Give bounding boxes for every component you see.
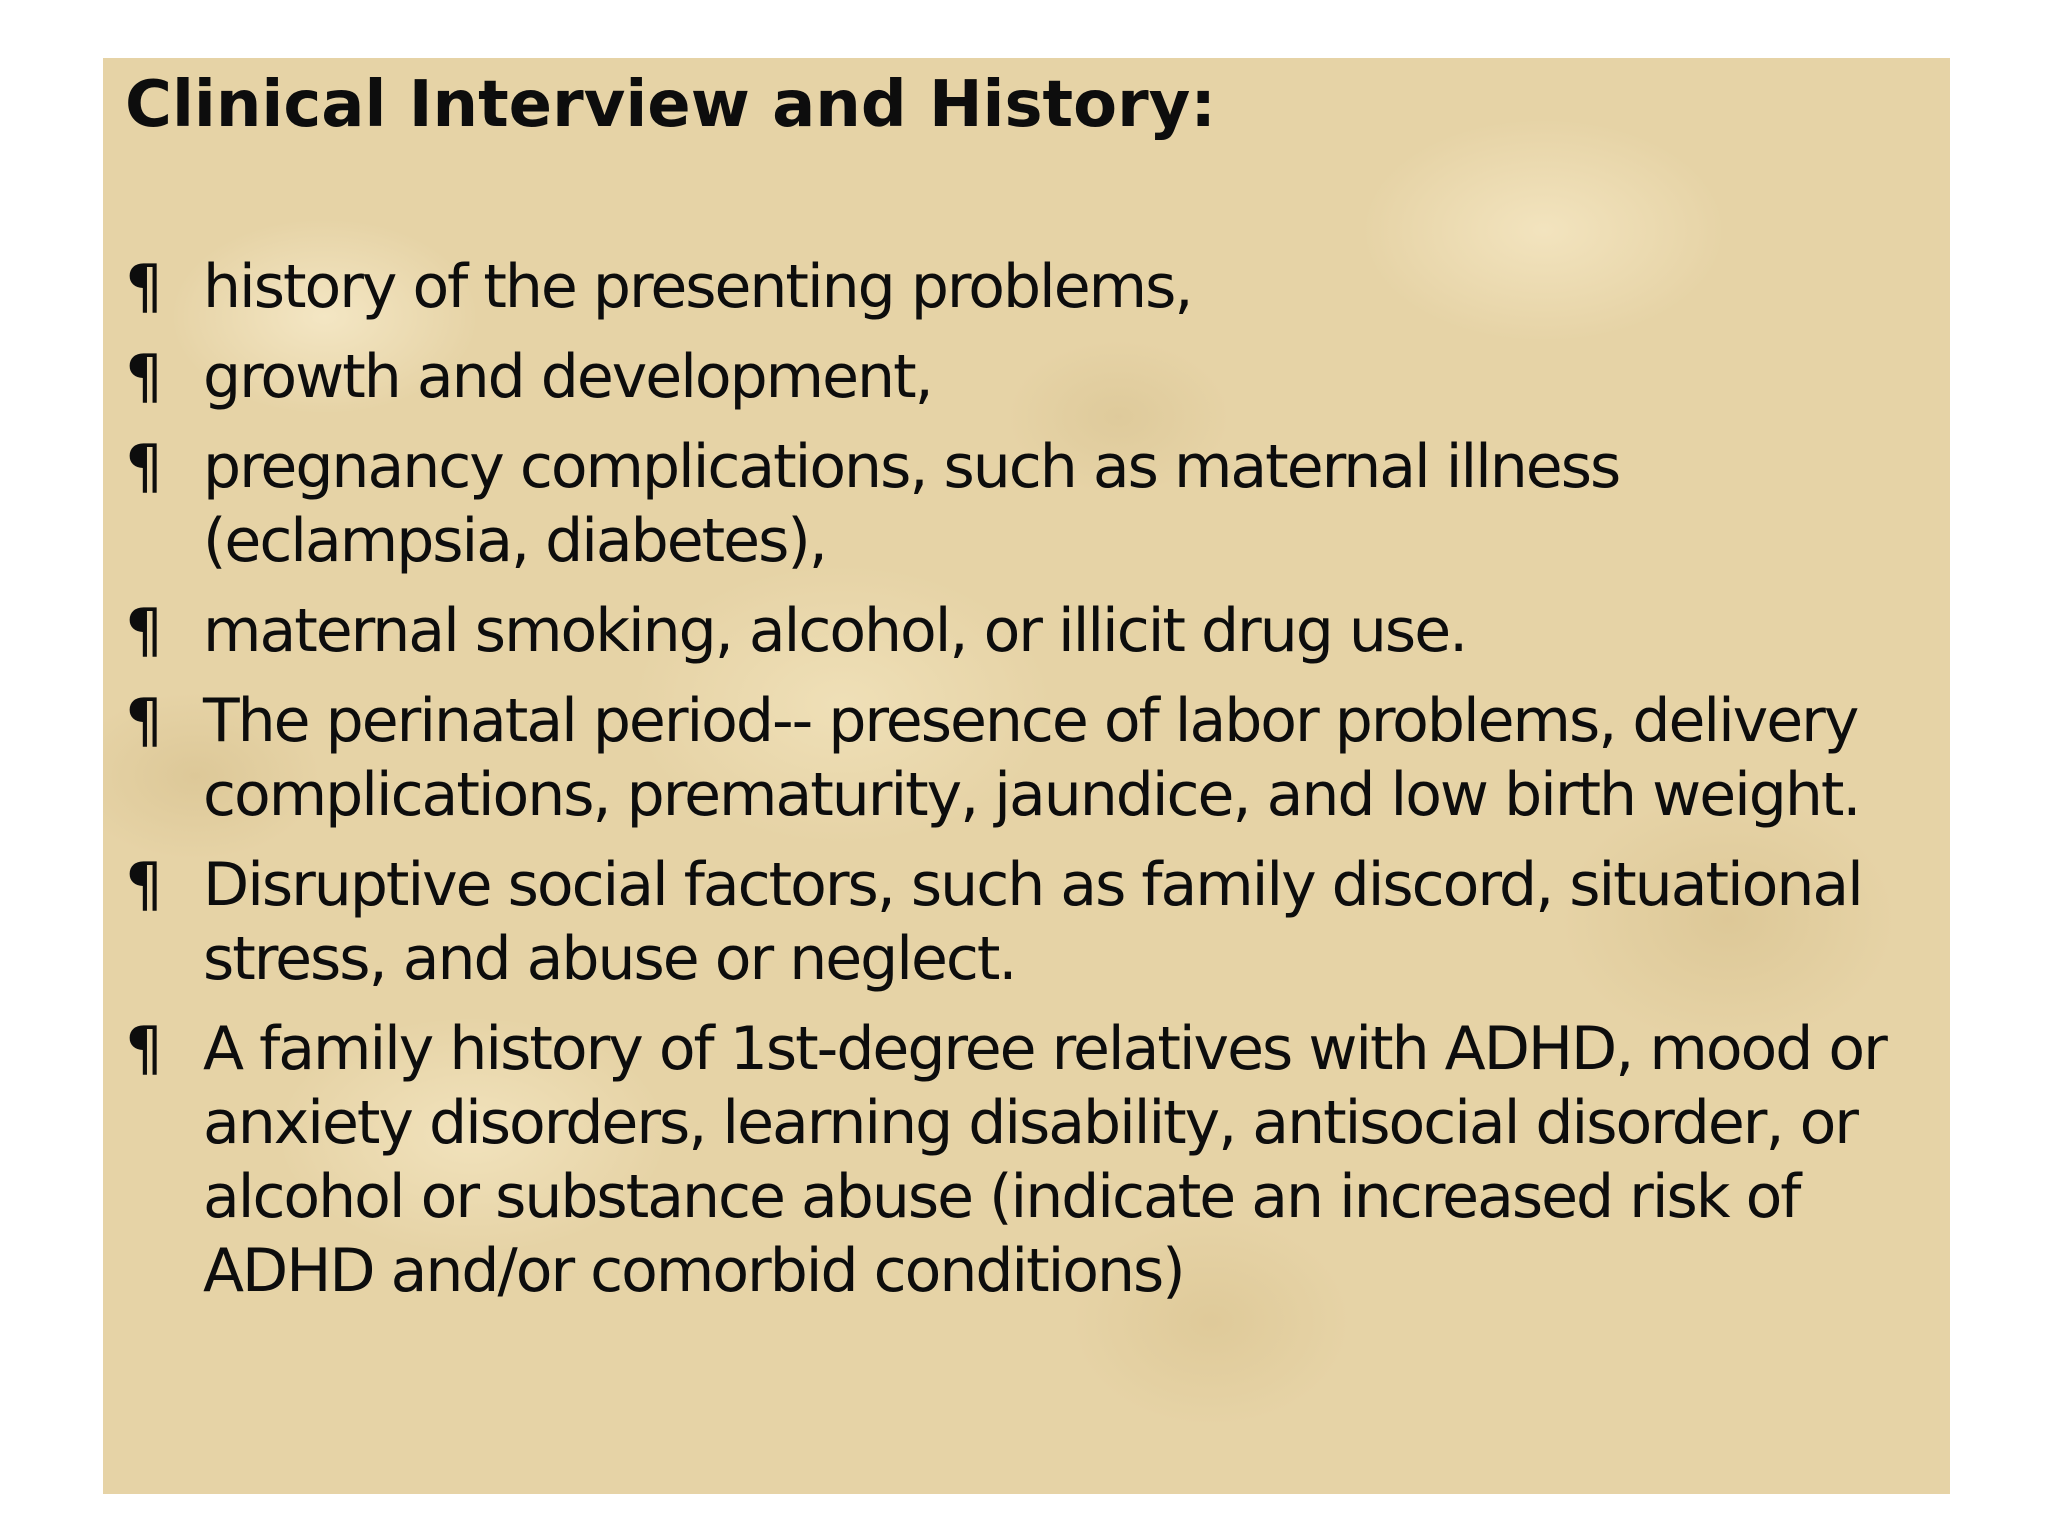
bullet-text: A family history of 1st-degree relatives with ADHD, mood or anxiety disorders, learning disability, antisocial disorder, or alcohol or substance abuse (indicate an increased risk of ADHD and/or comorbid conditions) — [203, 1014, 1886, 1306]
pilcrow-icon: ¶ — [125, 432, 164, 502]
pilcrow-icon: ¶ — [125, 686, 164, 756]
slide — [103, 58, 1950, 1494]
bullet-item-perinatal — [125, 684, 1925, 832]
bullet-item-pregnancy — [125, 430, 1925, 578]
pilcrow-icon: ¶ — [125, 342, 164, 412]
bullet-item-family-history — [125, 1012, 1925, 1308]
slide-title: Clinical Interview and History: — [125, 68, 1216, 142]
bullet-item-growth — [125, 340, 1925, 414]
bullet-text: Disruptive social factors, such as family discord, situational stress, and abuse or neglect. — [203, 850, 1862, 994]
pilcrow-icon: ¶ — [125, 1014, 164, 1084]
pilcrow-icon: ¶ — [125, 252, 164, 322]
pilcrow-icon: ¶ — [125, 850, 164, 920]
bullet-text: growth and development, — [203, 342, 932, 412]
bullet-text: pregnancy complications, such as maternal illness (eclampsia, diabetes), — [203, 432, 1620, 576]
bullet-text: maternal smoking, alcohol, or illicit drug use. — [203, 596, 1467, 666]
pilcrow-icon: ¶ — [125, 596, 164, 666]
bullet-list — [125, 250, 1925, 1324]
bullet-item-maternal-smoking — [125, 594, 1925, 668]
bullet-text: The perinatal period-- presence of labor problems, delivery complications, prematurity, jaundice, and low birth weight. — [203, 686, 1860, 830]
bullet-text: history of the presenting problems, — [203, 252, 1192, 322]
bullet-item-social-factors — [125, 848, 1925, 996]
bullet-item-history — [125, 250, 1925, 324]
